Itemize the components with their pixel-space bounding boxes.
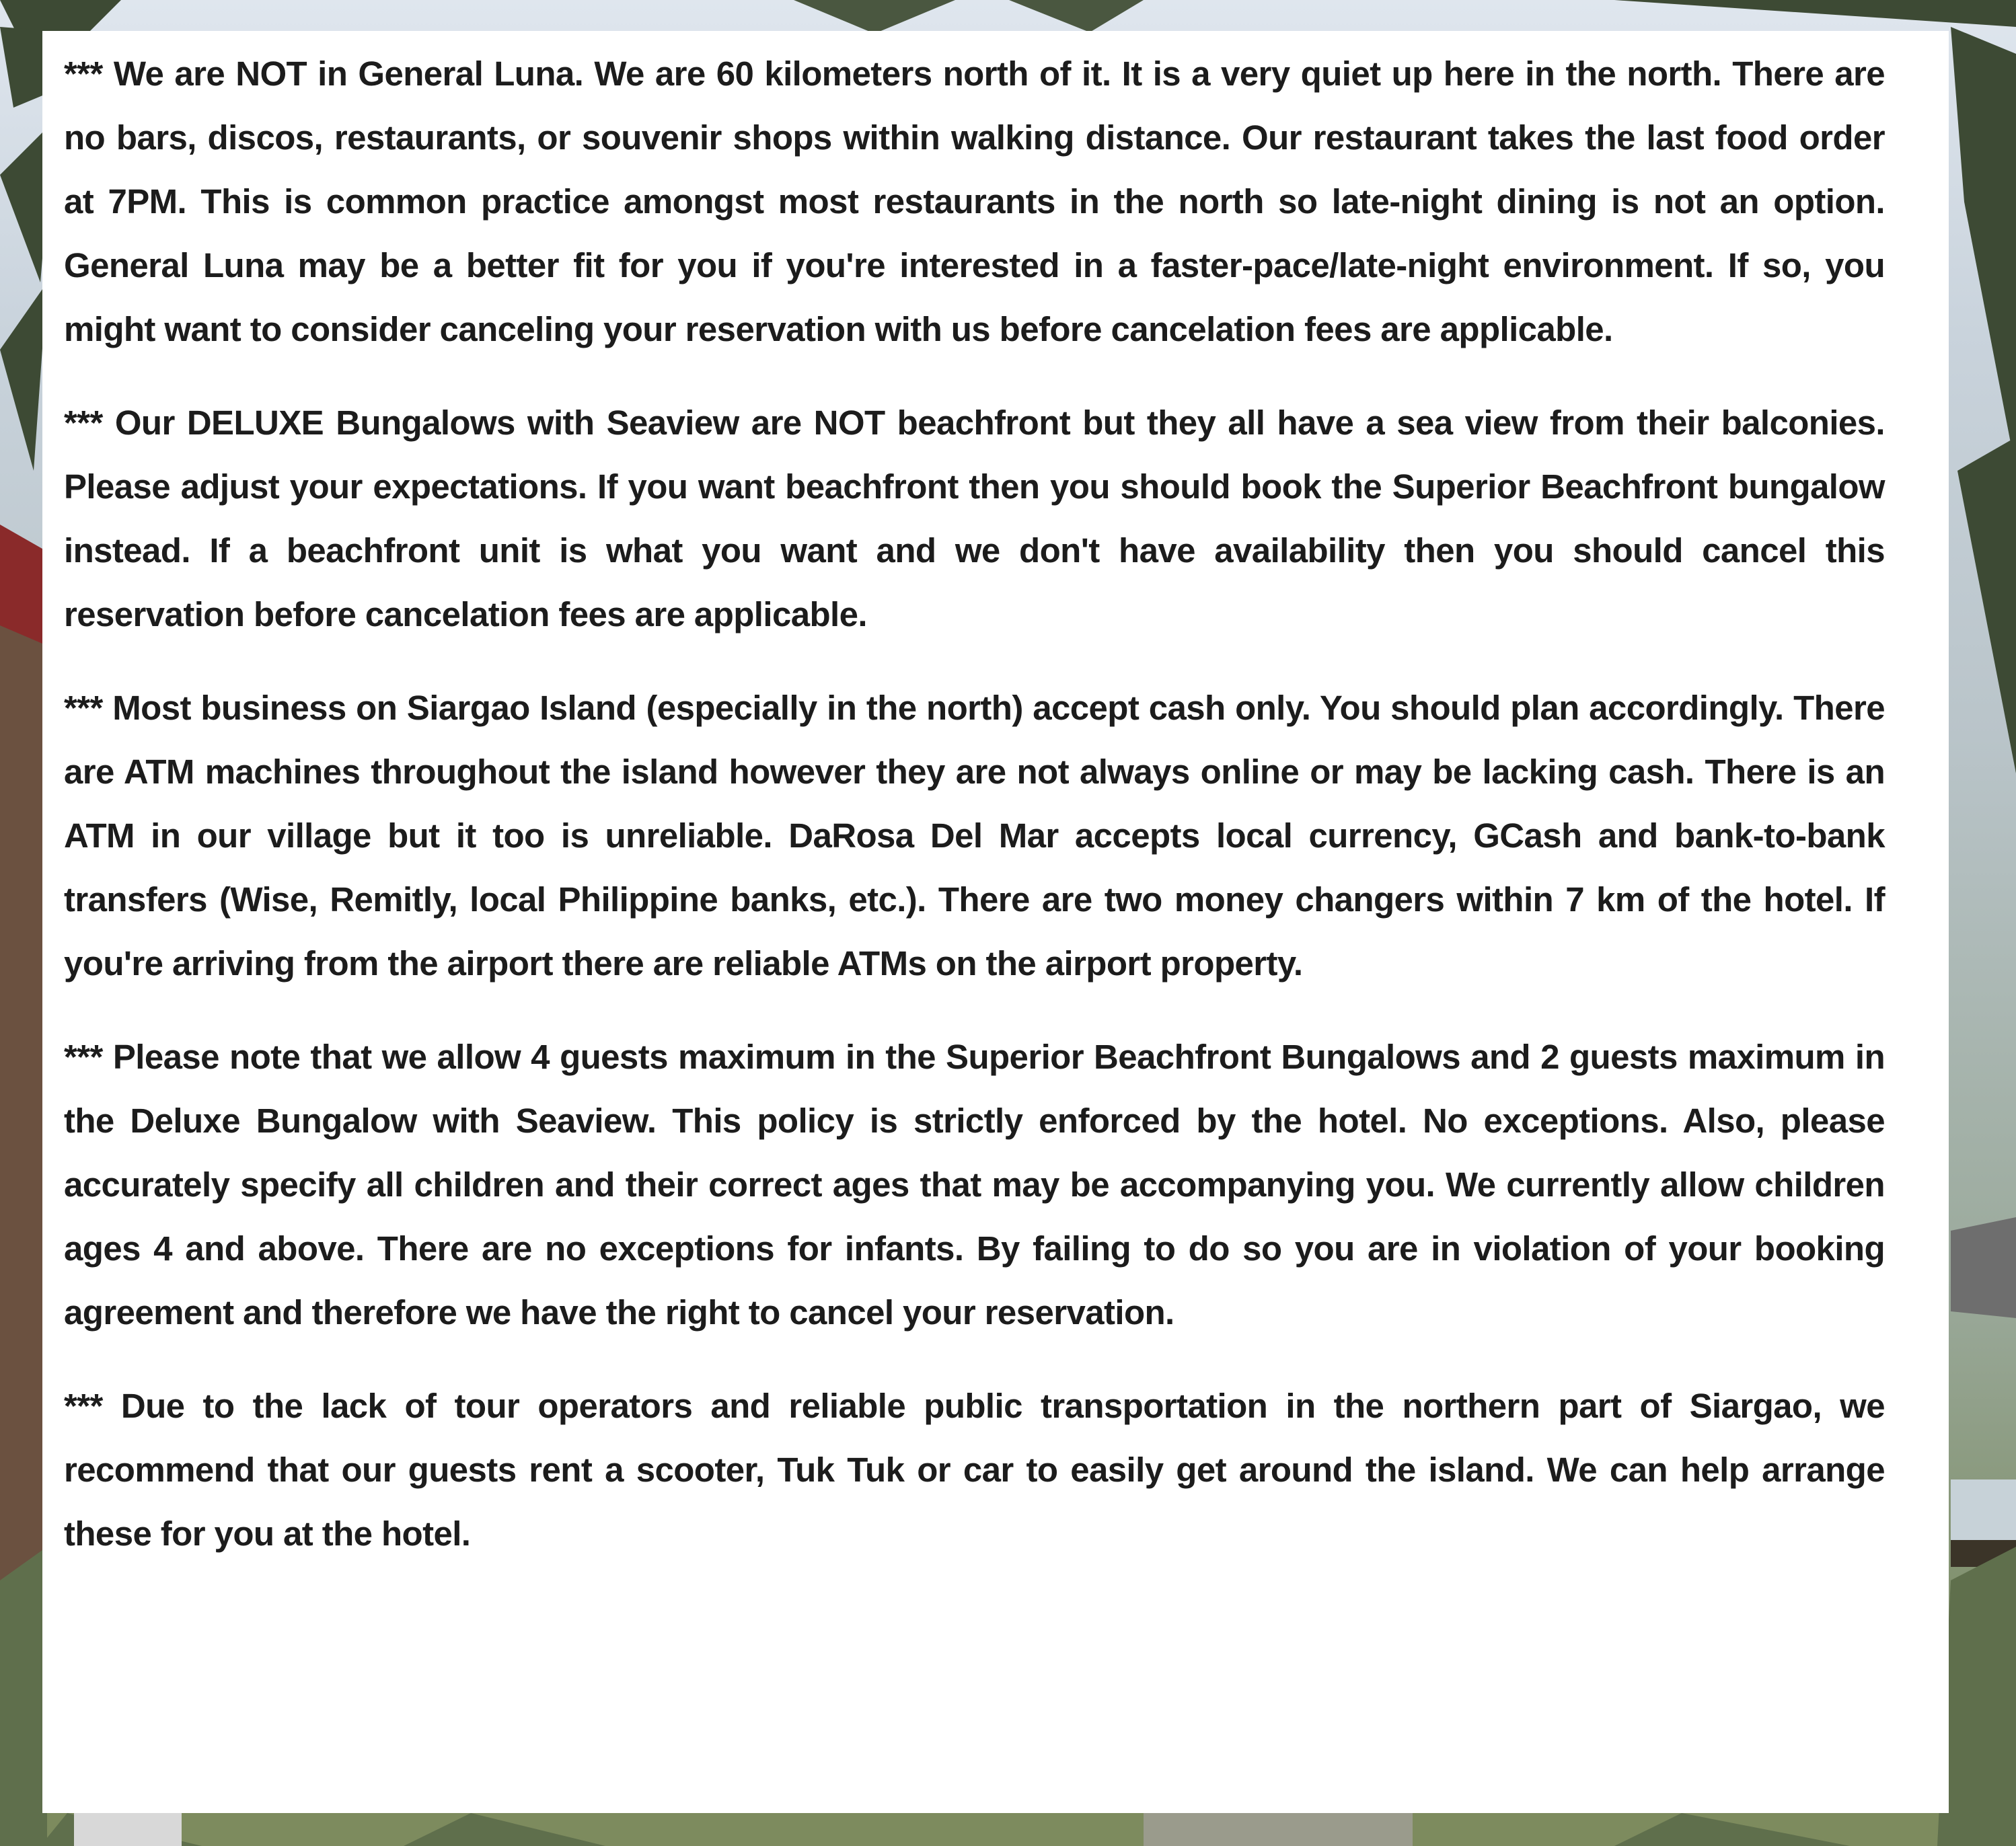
notice-paragraph-deluxe-bungalows: *** Our DELUXE Bungalows with Seaview are NOT beachfront but they all have a sea view from their balconies. Please adjust your expectations. If you want beachfront then you should book the Superior Beachfront bungalow instead. If a beachfront unit is what you want and we don't have availability then you should cancel this reservation before cancelation fees are applicable.: [64, 403, 1885, 633]
palm-fronds-center: [794, 0, 1144, 34]
notice-paragraph-transportation: *** Due to the lack of tour operators and reliable public transportation in the northern part of Siargao, we recommend that our guests rent a scooter, Tuk Tuk or car to easily get around the island. We can help arrange these for you at the hotel.: [64, 1387, 1885, 1553]
flower-pot: [74, 1809, 182, 1846]
left-hut-wall: [0, 605, 47, 1614]
notice-paragraph-location: *** We are NOT in General Luna. We are 60 kilometers north of it. It is a very quiet up here in the north. There are no bars, discos, restaurants, or souvenir shops within walking distance. Our restaurant takes the last food order at 7PM. This is common practice amongst most restaurants in the north so late-night dining is not an option. General Luna may be a better fit for you if you're interested in a faster-pace/late-night environment. If so, you might want to consider canceling your reservation with us before cancelation fees are applicable.: [64, 54, 1885, 348]
right-roof: [1951, 1217, 2016, 1318]
left-hut-roof: [0, 525, 47, 646]
notice-paragraph-payment: *** Most business on Siargao Island (especially in the north) accept cash only. You should plan accordingly. There are ATM machines throughout the island however they are not always online or may be lacking cash. There is an ATM in our village but it too is unreliable. DaRosa Del Mar accepts local currency, GCash and bank-to-bank transfers (Wise, Remitly, local Philippine banks, etc.). There are two money changers within 7 km of the hotel. If you're arriving from the airport there are reliable ATMs on the airport property.: [64, 689, 1885, 983]
notice-paragraph-guest-policy: *** Please note that we allow 4 guests maximum in the Superior Beachfront Bungalows and 2 guests maximum in the Deluxe Bungalow with Seaview. This policy is strictly enforced by the hotel. No exceptions. Also, please accurately specify all children and their correct ages that may be accompanying you. We currently allow children ages 4 and above. There are no exceptions for infants. By failing to do so you are in violation of your booking agreement and therefore we have the right to cancel your reservation.: [64, 1038, 1885, 1332]
notice-card: [42, 31, 1949, 1813]
